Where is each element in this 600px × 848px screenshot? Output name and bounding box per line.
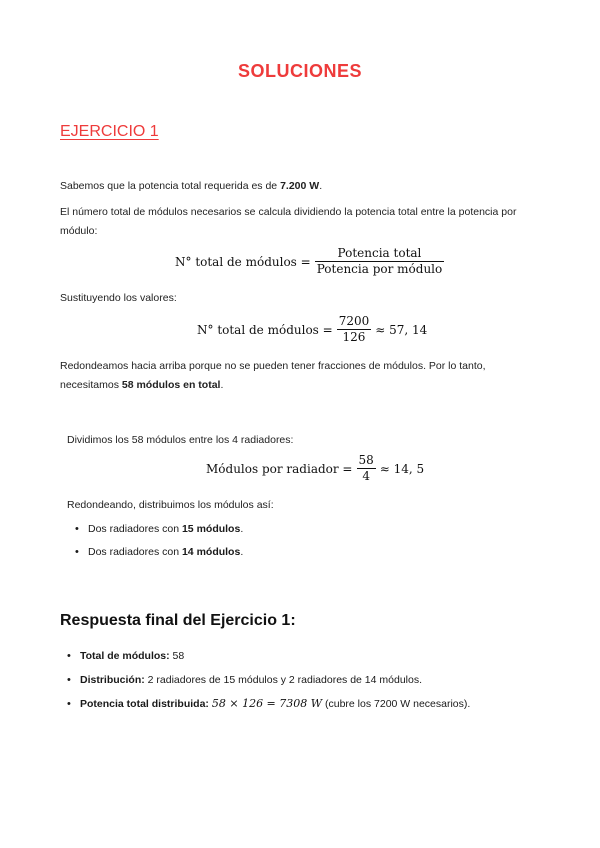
formula1-lhs: N° total de módulos = — [175, 254, 311, 269]
rounding-prefix: Redondeamos hacia arriba porque no se pueden tener fracciones de módulos. Por lo tanto, necesitamos — [60, 360, 486, 391]
formula1-denominator: Potencia por módulo — [316, 262, 443, 276]
formula2-lhs: N° total de módulos = — [197, 322, 333, 337]
explanation-paragraph: El número total de módulos necesarios se calcula dividiendo la potencia total entre la potencia por módulo: — [60, 206, 517, 237]
rounding-suffix: . — [220, 379, 224, 391]
formula3-result: ≈ 14, 5 — [379, 461, 425, 476]
final-label: Total de módulos: — [80, 650, 170, 662]
formula1-fraction — [315, 246, 445, 277]
formula2-fraction — [337, 314, 372, 345]
final-answer-list — [67, 648, 547, 712]
list-item: • Distribución: 2 radiadores de 15 módulos y 2 radiadores de 14 módulos. — [67, 672, 547, 688]
formula2-result: ≈ 57, 14 — [375, 322, 428, 337]
list-item: • Dos radiadores con 14 módulos. — [75, 544, 535, 560]
final-answer-heading: Respuesta final del Ejercicio 1: — [60, 612, 296, 629]
final-math: 58 × 126 = 7308 W — [211, 697, 323, 710]
formula-substituted — [197, 314, 427, 345]
formula3-lhs: Módulos por radiador = — [206, 461, 353, 476]
intro-bold: 7.200 W — [280, 180, 320, 192]
rounding-paragraph — [60, 357, 540, 395]
formula3-numerator: 58 — [358, 453, 374, 467]
formula3-denominator: 4 — [362, 469, 370, 483]
list-item: • Total de módulos: 58 — [67, 648, 547, 664]
list-item: • Dos radiadores con 15 módulos. — [75, 521, 535, 537]
formula1-numerator: Potencia total — [315, 246, 445, 262]
rounding-bold: 58 módulos en total — [121, 379, 221, 391]
intro-paragraph — [60, 177, 540, 196]
formula2-numerator: 7200 — [338, 314, 370, 328]
distribution-list — [75, 521, 535, 560]
intro-prefix: Sabemos que la potencia total requerida es de — [60, 180, 281, 192]
page-title: SOLUCIONES — [237, 61, 362, 81]
final-label: Distribución: — [80, 674, 145, 686]
formula2-denominator: 126 — [342, 330, 366, 344]
formula-total-modules — [175, 246, 444, 277]
formula-per-radiator — [206, 453, 424, 484]
list-item: • Potencia total distribuida: 58 × 126 = 7308 W (cubre los 7200 W necesarios). — [67, 696, 547, 712]
substitute-label: Sustituyendo los valores: — [60, 292, 177, 304]
exercise-heading: EJERCICIO 1 — [60, 123, 159, 140]
intro-suffix: . — [319, 180, 323, 192]
divide-paragraph: Dividimos los 58 módulos entre los 4 radiadores: — [67, 434, 294, 446]
distribute-paragraph: Redondeando, distribuimos los módulos así: — [67, 499, 274, 511]
formula3-fraction — [357, 453, 376, 484]
final-label: Potencia total distribuida: — [80, 698, 209, 710]
